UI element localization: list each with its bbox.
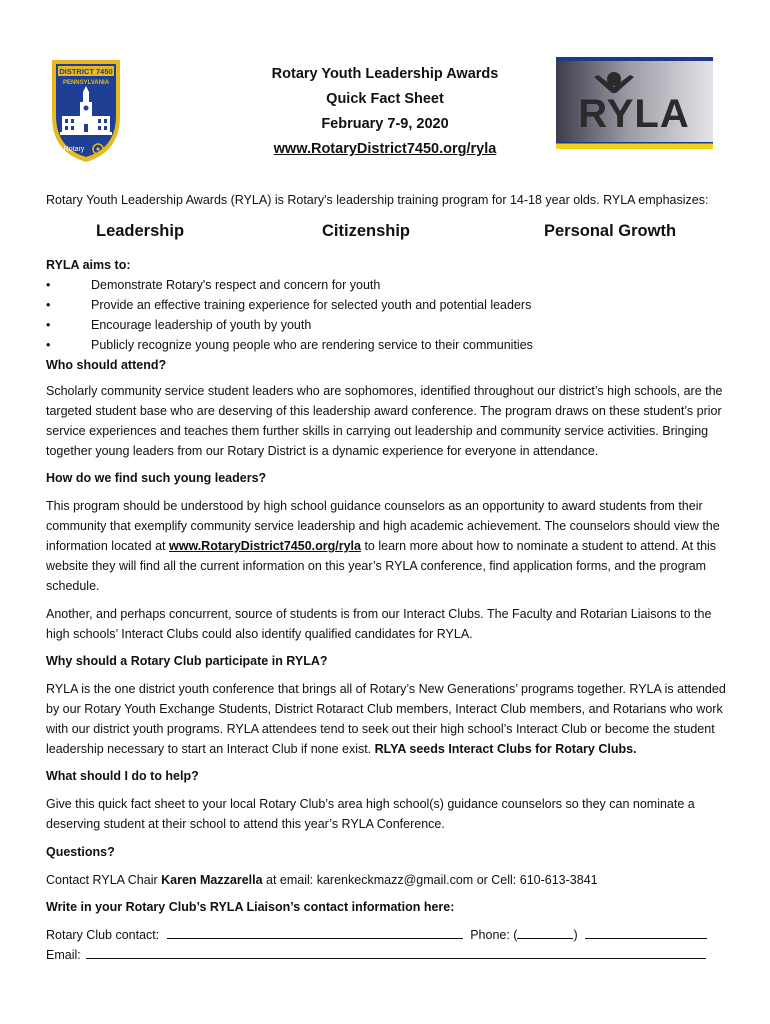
pillars-row xyxy=(46,222,726,244)
pillar-leadership: Leadership xyxy=(96,222,185,240)
why-body xyxy=(46,679,730,759)
club-contact-label: Rotary Club contact: xyxy=(46,928,160,942)
phone-number-field[interactable] xyxy=(585,925,707,939)
chair-name: Karen Mazzarella xyxy=(161,873,263,887)
phone-label: Phone: ( xyxy=(470,928,518,942)
email-row xyxy=(46,945,706,965)
aim-text: Demonstrate Rotary's respect and concern for youth xyxy=(91,278,381,292)
how-body-1-text-cont: to learn more about how to nominate a student to attend. At this website they will find all the current information on this year’s RYLA conference, find application forms, and the program schedule. xyxy=(46,539,717,593)
phone-paren-close: ) xyxy=(573,928,578,942)
ryla-logo-text: RYLA xyxy=(578,92,690,136)
logo-rotary-text: Rotary xyxy=(63,146,85,153)
who-section xyxy=(46,381,730,461)
list-item xyxy=(46,335,736,355)
document-subtitle: Quick Fact Sheet xyxy=(326,91,444,107)
aim-text: Encourage leadership of youth by youth xyxy=(91,318,312,332)
list-item xyxy=(46,295,736,315)
bullet-marker: • xyxy=(46,318,51,332)
questions-contact-text: at email: karenkeckmazz@gmail.com or Cell: 610-613-3841 xyxy=(262,873,598,887)
header-block xyxy=(210,62,560,162)
document-title: Rotary Youth Leadership Awards xyxy=(271,66,499,82)
who-heading: Who should attend? xyxy=(46,358,167,372)
aim-text: Publicly recognize young people who are rendering service to their communities xyxy=(91,338,533,352)
logo-district-text: DISTRICT 7450 xyxy=(59,67,113,76)
phone-area-code-field[interactable] xyxy=(517,925,573,939)
bullet-marker: • xyxy=(46,278,51,292)
why-heading: Why should a Rotary Club participate in RYLA? xyxy=(46,654,328,668)
list-item xyxy=(46,315,736,335)
club-contact-field[interactable] xyxy=(167,925,463,939)
how-body-1 xyxy=(46,496,730,596)
help-section xyxy=(46,766,730,834)
why-body-emphasis: RLYA seeds Interact Clubs for Rotary Clubs. xyxy=(374,742,637,756)
list-item xyxy=(46,275,736,295)
logo-state-text: PENNSYLVANIA xyxy=(62,80,110,86)
how-heading: How do we find such young leaders? xyxy=(46,471,267,485)
questions-section xyxy=(46,842,730,890)
email-field[interactable] xyxy=(86,945,706,959)
district-7450-logo xyxy=(48,56,124,164)
header-website-link[interactable]: www.RotaryDistrict7450.org/ryla xyxy=(273,141,497,157)
liaison-heading: Write in your Rotary Club’s RYLA Liaison’s contact information here: xyxy=(46,900,455,914)
club-contact-row xyxy=(46,925,707,945)
questions-body xyxy=(46,870,730,890)
how-body-2: Another, and perhaps concurrent, source of students is from our Interact Clubs. The Faculty and Rotarian Liaisons to the high schools’ Interact Clubs could also identify qualified candidates for RYLA. xyxy=(46,607,712,641)
liaison-section xyxy=(46,897,730,917)
help-body: Give this quick fact sheet to your local Rotary Club’s area high school(s) guidance counselors so they can nominate a deserving student at their school to attend this year’s RYLA Conference. xyxy=(46,797,695,831)
why-section xyxy=(46,651,730,759)
ryla-logo xyxy=(556,57,713,149)
aims-section xyxy=(46,255,736,375)
event-date: February 7-9, 2020 xyxy=(321,116,449,132)
email-label: Email: xyxy=(46,948,81,962)
why-body-text: RYLA is the one district youth conference that brings all of Rotary’s New Generations’ programs together. RYLA is attended by our Rotary Youth Exchange Students, District Rotaract Club members, Interact Club members, and Rotarians who work with our district youth programs. RYLA attendees tend to seek out their high school’s Interact Club or become the student leadership necessary to start an Interact Club if none exist. xyxy=(46,682,726,756)
how-body-1-text: This program should be understood by high school guidance counselors as an opportunity to award students from their community that exemplify community service leadership and high academic achievement. The counselors should view the information located at xyxy=(46,499,720,553)
pillar-citizenship: Citizenship xyxy=(322,222,411,240)
questions-text: Contact RYLA Chair xyxy=(46,873,162,887)
pillar-personal-growth: Personal Growth xyxy=(544,222,677,240)
bullet-marker: • xyxy=(46,338,51,352)
aim-text: Provide an effective training experience for selected youth and potential leaders xyxy=(91,298,532,312)
intro-text: Rotary Youth Leadership Awards (RYLA) is Rotary's leadership training program for 14-18 year olds. RYLA emphasizes: xyxy=(46,193,709,207)
who-body: Scholarly community service student leaders who are sophomores, identified throughout our district’s high schools, are the targeted student base who are deserving of this leadership award conference. The program draws on these student’s prior service experiences and teaches them further skills in carrying out leadership and community service activities. Bringing together young leaders from our Rotary District is a dynamic experience for everyone in attendance. xyxy=(46,384,723,458)
how-section xyxy=(46,468,730,644)
bullet-marker: • xyxy=(46,298,51,312)
body-website-link[interactable]: www.RotaryDistrict7450.org/ryla xyxy=(169,539,361,553)
aims-heading: RYLA aims to: xyxy=(46,258,131,272)
help-heading: What should I do to help? xyxy=(46,769,199,783)
questions-heading: Questions? xyxy=(46,845,115,859)
